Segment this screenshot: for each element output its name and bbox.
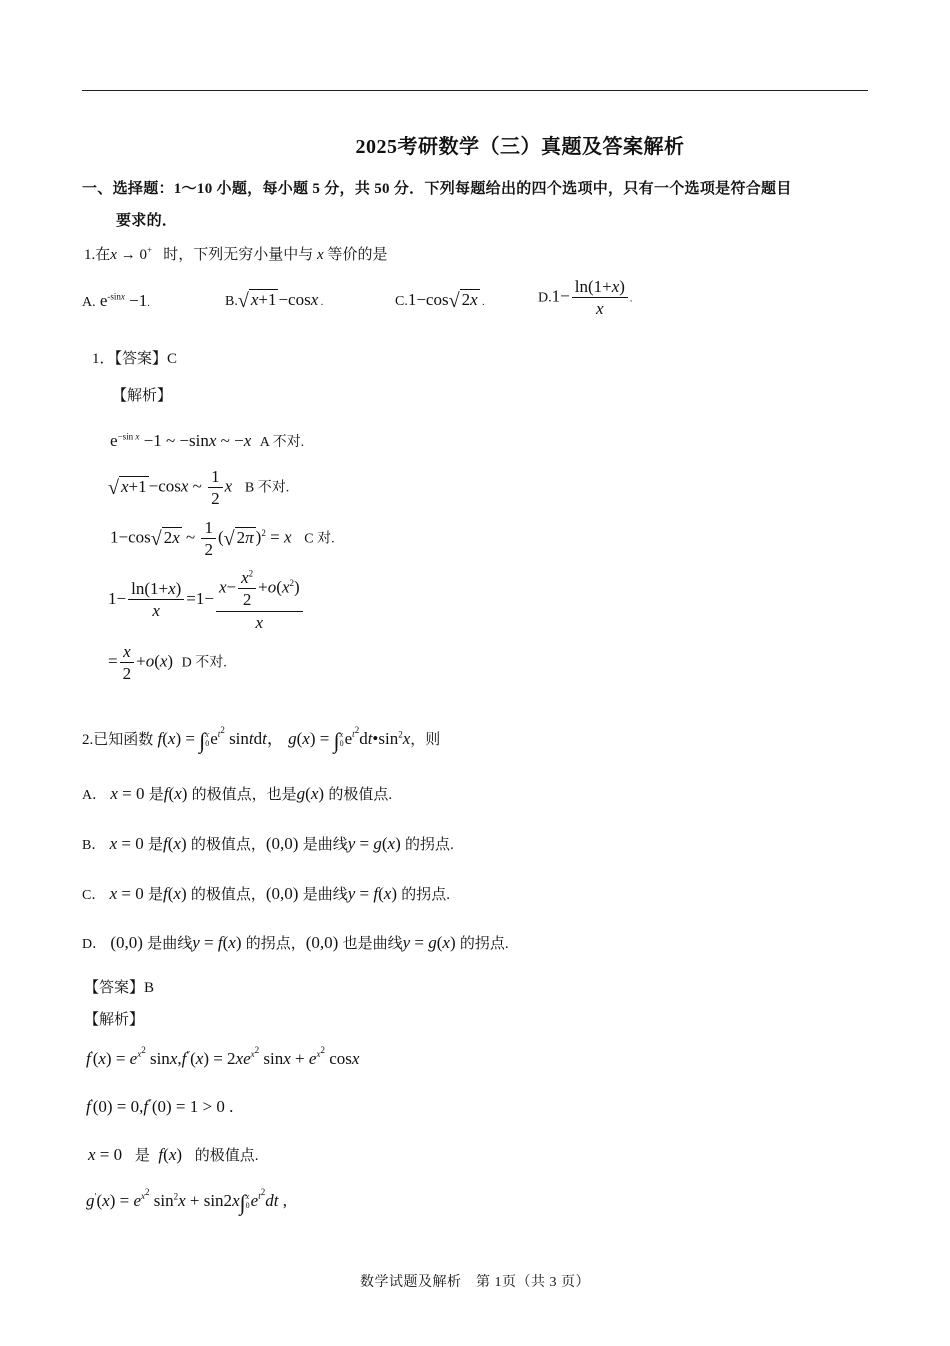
- q1-analysis-line3: 1−cos√ 2x ~ $\frac{1}{2}$ (√ 2π )$^2$ = x C 对.: [110, 518, 335, 560]
- q1-answer: 1．【答案】C: [92, 351, 178, 367]
- q1-analysis-line5: = $\frac{x}{2}$ +o(x) D 不对.: [108, 642, 227, 684]
- section-heading-line1: 一、选择题：1～10 小题，每小题 5 分，共 50 分．下列每题给出的四个选项中，只有一个选项是符合题目: [82, 181, 792, 197]
- q2-analysis-label: 【解析】: [84, 1012, 145, 1028]
- q2-option-c: C． x = 0 是f(x) 的极值点，(0,0) 是曲线y = f(x) 的拐点.: [82, 884, 451, 903]
- q1-option-c: C.1−cos√ 2x .: [395, 290, 485, 312]
- q1-analysis-line1: $e^{-sin x} -1$ ~ −sinx ~ −x A 不对.: [110, 431, 305, 450]
- q1-analysis-line4: 1− $\frac{\ln(1+x)}{x}$ =1− x− $\frac{x^2}{2}$ $+o(x^2)$ x: [108, 567, 305, 633]
- q2-analysis-line3: x = 0 是 f(x) 的极值点.: [88, 1145, 259, 1164]
- page-footer: 数学试题及解析 第 1页（共 3 页）: [360, 1275, 590, 1290]
- header-rule: [82, 90, 868, 91]
- q2-option-a: A． x = 0 是f(x) 的极值点，也是g(x) 的极值点.: [82, 784, 393, 803]
- q1-stem: 1.在x → 0+ 时，下列无穷小量中与 x 等价的是: [84, 245, 388, 263]
- q1-analysis-line2: √ x+1 −cosx ~ $\frac{1}{2}$ x B 不对.: [108, 467, 290, 509]
- q1-option-a: A. $e^{-sinx} -1$.: [82, 291, 150, 310]
- q2-stem: 2.已知函数 f(x) = ∫ x 0 $e^{t^2}$ sintdt， g(x) = ∫ x 0 $e^{t^2}dt•\sin^2x$，则: [82, 725, 441, 753]
- q2-analysis-line2: f′(0) = 0,f″(0) = 1 > 0 .: [86, 1097, 234, 1116]
- q2-option-b: B． x = 0 是f(x) 的极值点，(0,0) 是曲线y = g(x) 的拐点.: [82, 834, 454, 853]
- page-title: 2025考研数学（三）真题及答案解析: [355, 136, 685, 158]
- q2-analysis-line4: $g'(x) = e^{x^2}$ $\sin^2x + \sin 2x\int$ x 0 $e^{t^2}dt$ ,: [86, 1187, 287, 1215]
- q2-option-d: D． (0,0) 是曲线y = f(x) 的拐点，(0,0) 也是曲线y = g(x) 的拐点.: [82, 933, 509, 952]
- q1-analysis-label: 【解析】: [112, 388, 173, 404]
- q1-option-b: B.√ x+1 −cosx .: [225, 290, 324, 312]
- q2-analysis-line1: $f'(x) = e^{x^2}$ $\sin x,f''(x) = 2xe^{x^2}$ $\sin x + e^{x^2}$ cosx: [86, 1045, 360, 1068]
- q1-option-d: D.1− $\frac{\ln(1+x)}{x}$ .: [538, 277, 633, 319]
- section-heading-line2: 要求的．: [116, 213, 178, 229]
- q2-answer: 【答案】B: [84, 980, 155, 996]
